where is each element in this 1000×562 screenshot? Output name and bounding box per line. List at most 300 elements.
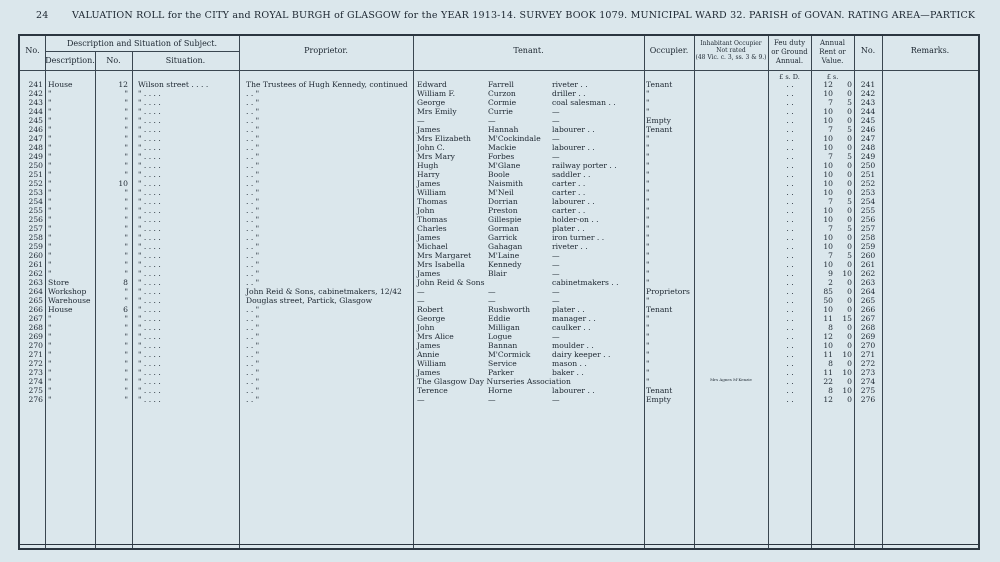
cell-no: 254 xyxy=(28,197,43,206)
cell-proprietor: . . " xyxy=(246,377,260,386)
cell-proprietor: . . " xyxy=(246,107,260,116)
cell-occupier: " xyxy=(646,170,650,179)
cell-description: " xyxy=(48,125,52,134)
cell-tenant-occupation: labourer . . xyxy=(552,125,595,134)
cell-tenant-first-name: John xyxy=(417,206,435,215)
cell-no-right: 269 xyxy=(860,332,876,341)
cell-number: " xyxy=(124,134,128,143)
cell-number: 12 xyxy=(118,80,128,89)
cell-annual-pounds: 10 xyxy=(823,161,833,170)
cell-no-right: 255 xyxy=(860,206,876,215)
cell-annual-shillings: 0 xyxy=(847,242,852,251)
cell-no: 271 xyxy=(28,350,43,359)
cell-description: House xyxy=(48,305,73,314)
col-header-inhabitant-line3: (48 Vic. c. 3, ss. 3 & 9.) xyxy=(695,54,767,61)
cell-no-right: 260 xyxy=(860,251,876,260)
cell-tenant-occupation: plater . . xyxy=(552,224,585,233)
cell-no-right: 262 xyxy=(860,269,876,278)
cell-annual-pounds: 7 xyxy=(828,197,833,206)
table-row xyxy=(20,224,982,233)
cell-tenant-first-name: James xyxy=(417,368,441,377)
cell-occupier: " xyxy=(646,242,650,251)
cell-description: " xyxy=(48,269,52,278)
cell-tenant-first-name: Robert xyxy=(417,305,444,314)
cell-no-right: 261 xyxy=(860,260,876,269)
cell-annual-shillings: 5 xyxy=(847,197,852,206)
cell-situation: " . . . . xyxy=(138,215,161,224)
cell-description: " xyxy=(48,368,52,377)
col-header-no: No. xyxy=(25,46,40,55)
cell-occupier: " xyxy=(646,296,650,305)
cell-tenant-first-name: Mrs Isabella xyxy=(417,260,465,269)
cell-no: 270 xyxy=(28,341,43,350)
cell-annual-pounds: 11 xyxy=(823,314,833,323)
col-header-no-right: No. xyxy=(860,46,876,55)
cell-description: " xyxy=(48,206,52,215)
cell-annual-shillings: 0 xyxy=(847,116,852,125)
cell-no: 260 xyxy=(28,251,43,260)
cell-annual-pounds: 10 xyxy=(823,305,833,314)
cell-description: " xyxy=(48,134,52,143)
cell-occupier: " xyxy=(646,143,650,152)
cell-number: " xyxy=(124,314,128,323)
cell-tenant-occupation: caulker . . xyxy=(552,323,591,332)
cell-situation: " . . . . xyxy=(138,170,161,179)
cell-tenant-first-name: John xyxy=(417,323,435,332)
cell-description: House xyxy=(48,80,73,89)
cell-no: 248 xyxy=(28,143,43,152)
col-header-inhabitant-line2: Not rated xyxy=(716,47,746,54)
cell-tenant-surname: Forbes xyxy=(488,152,515,161)
cell-annual-pounds: 10 xyxy=(823,134,833,143)
cell-tenant-surname: Milligan xyxy=(488,323,520,332)
table-row xyxy=(20,170,982,179)
cell-annual-pounds: 8 xyxy=(828,323,833,332)
cell-number: " xyxy=(124,359,128,368)
cell-proprietor: . . " xyxy=(246,386,260,395)
cell-proprietor: . . " xyxy=(246,350,260,359)
cell-annual-pounds: 12 xyxy=(823,332,833,341)
cell-description: " xyxy=(48,143,52,152)
cell-feu-duty: . . xyxy=(786,287,794,296)
cell-no: 246 xyxy=(28,125,43,134)
cell-annual-pounds: 10 xyxy=(823,260,833,269)
cell-tenant-occupation: — xyxy=(552,251,560,260)
cell-tenant-first-name: Mrs Emily xyxy=(417,107,457,116)
cell-number: " xyxy=(124,395,128,404)
cell-annual-pounds: 10 xyxy=(823,89,833,98)
cell-tenant-occupation: dairy keeper . . xyxy=(552,350,611,359)
table-row xyxy=(20,296,982,305)
cell-tenant-surname: — xyxy=(488,287,496,296)
cell-feu-duty: . . xyxy=(786,368,794,377)
cell-tenant-surname: Gillespie xyxy=(488,215,522,224)
cell-no-right: 249 xyxy=(860,152,876,161)
cell-number: " xyxy=(124,224,128,233)
cell-annual-shillings: 0 xyxy=(847,260,852,269)
cell-number: " xyxy=(124,89,128,98)
cell-annual-pounds: 10 xyxy=(823,215,833,224)
cell-tenant-first-name: Annie xyxy=(417,350,440,359)
cell-situation: " . . . . xyxy=(138,287,161,296)
cell-situation: " . . . . xyxy=(138,98,161,107)
cell-situation: " . . . . xyxy=(138,296,161,305)
cell-tenant-surname: Curzon xyxy=(488,89,516,98)
cell-description: " xyxy=(48,260,52,269)
cell-tenant-surname: M'Cormick xyxy=(488,350,531,359)
cell-tenant-surname: Kennedy xyxy=(488,260,522,269)
table-row xyxy=(20,143,982,152)
cell-no-right: 266 xyxy=(860,305,876,314)
cell-number: " xyxy=(124,143,128,152)
cell-number: " xyxy=(124,206,128,215)
valuation-table xyxy=(18,34,980,550)
table-row xyxy=(20,197,982,206)
cell-number: " xyxy=(124,386,128,395)
cell-tenant-first-name: John C. xyxy=(417,143,445,152)
cell-occupier: " xyxy=(646,278,650,287)
cell-no-right: 244 xyxy=(860,107,876,116)
cell-tenant-first-name: Thomas xyxy=(417,215,448,224)
cell-tenant-first-name: The Glasgow Day Nurseries Association xyxy=(417,377,571,386)
cell-no-right: 246 xyxy=(860,125,876,134)
cell-no: 272 xyxy=(28,359,43,368)
cell-tenant-occupation: carter . . xyxy=(552,188,586,197)
cell-no: 244 xyxy=(28,107,43,116)
cell-annual-pounds: 12 xyxy=(823,80,833,89)
table-row xyxy=(20,233,982,242)
cell-annual-shillings: 0 xyxy=(847,305,852,314)
cell-occupier: " xyxy=(646,314,650,323)
cell-tenant-surname: Gahagan xyxy=(488,242,523,251)
cell-tenant-occupation: carter . . xyxy=(552,206,586,215)
cell-no: 243 xyxy=(28,98,43,107)
cell-proprietor: The Trustees of Hugh Kennedy, continued xyxy=(246,80,408,89)
cell-situation: " . . . . xyxy=(138,152,161,161)
cell-number: " xyxy=(124,233,128,242)
cell-annual-shillings: 5 xyxy=(847,98,852,107)
cell-situation: " . . . . xyxy=(138,359,161,368)
cell-occupier: " xyxy=(646,350,650,359)
cell-tenant-occupation: holder-on . . xyxy=(552,215,599,224)
cell-description: " xyxy=(48,179,52,188)
table-row xyxy=(20,260,982,269)
cell-description: " xyxy=(48,359,52,368)
col-header-situation: Situation. xyxy=(165,56,206,65)
cell-annual-pounds: 85 xyxy=(823,287,833,296)
cell-no: 266 xyxy=(28,305,43,314)
cell-situation: " . . . . xyxy=(138,395,161,404)
col-header-annual-line1: Annual xyxy=(820,39,845,47)
col-header-feu-line2: or Ground xyxy=(771,48,808,56)
table-row xyxy=(20,341,982,350)
cell-annual-shillings: 5 xyxy=(847,152,852,161)
cell-feu-duty: . . xyxy=(786,296,794,305)
cell-number: " xyxy=(124,332,128,341)
cell-occupier: " xyxy=(646,224,650,233)
table-row xyxy=(20,107,982,116)
cell-description: Workshop xyxy=(48,287,87,296)
cell-proprietor: . . " xyxy=(246,233,260,242)
cell-feu-duty: . . xyxy=(786,305,794,314)
cell-tenant-first-name: Charles xyxy=(417,224,447,233)
cell-tenant-surname: — xyxy=(488,395,496,404)
cell-tenant-surname: M'Neil xyxy=(488,188,514,197)
header-rule xyxy=(20,70,978,71)
table-row xyxy=(20,287,982,296)
cell-number: " xyxy=(124,107,128,116)
cell-occupier: " xyxy=(646,188,650,197)
cell-annual-shillings: 0 xyxy=(847,341,852,350)
cell-tenant-occupation: — xyxy=(552,395,560,404)
cell-annual-shillings: 0 xyxy=(847,80,852,89)
cell-feu-duty: . . xyxy=(786,377,794,386)
cell-tenant-surname: Bannan xyxy=(488,341,518,350)
cell-no-right: 247 xyxy=(860,134,876,143)
cell-feu-duty: . . xyxy=(786,80,794,89)
cell-occupier: " xyxy=(646,152,650,161)
table-row xyxy=(20,278,982,287)
cell-proprietor: . . " xyxy=(246,242,260,251)
cell-number: " xyxy=(124,350,128,359)
cell-description: Store xyxy=(48,278,69,287)
cell-description: Warehouse xyxy=(48,296,91,305)
cell-tenant-occupation: — xyxy=(552,116,560,125)
cell-no-right: 243 xyxy=(860,98,876,107)
cell-no: 261 xyxy=(28,260,43,269)
cell-description: " xyxy=(48,152,52,161)
cell-number: 8 xyxy=(123,278,128,287)
cell-proprietor: . . " xyxy=(246,314,260,323)
cell-annual-shillings: 0 xyxy=(847,296,852,305)
table-row xyxy=(20,386,982,395)
table-row xyxy=(20,350,982,359)
cell-annual-shillings: 0 xyxy=(847,395,852,404)
cell-no-right: 271 xyxy=(860,350,876,359)
cell-no-right: 275 xyxy=(860,386,876,395)
cell-situation: " . . . . xyxy=(138,107,161,116)
cell-occupier: " xyxy=(646,368,650,377)
cell-feu-duty: . . xyxy=(786,386,794,395)
cell-occupier: " xyxy=(646,197,650,206)
cell-situation: " . . . . xyxy=(138,197,161,206)
cell-number: " xyxy=(124,341,128,350)
cell-tenant-occupation: — xyxy=(552,296,560,305)
cell-annual-pounds: 50 xyxy=(823,296,833,305)
cell-situation: " . . . . xyxy=(138,278,161,287)
cell-feu-duty: . . xyxy=(786,170,794,179)
cell-occupier: " xyxy=(646,269,650,278)
cell-no: 252 xyxy=(28,179,43,188)
cell-annual-shillings: 0 xyxy=(847,188,852,197)
table-row xyxy=(20,161,982,170)
col-header-remarks: Remarks. xyxy=(910,46,950,55)
cell-situation: " . . . . xyxy=(138,305,161,314)
cell-no: 269 xyxy=(28,332,43,341)
cell-annual-shillings: 10 xyxy=(842,386,852,395)
cell-proprietor: . . " xyxy=(246,278,260,287)
cell-no-right: 272 xyxy=(860,359,876,368)
cell-no-right: 267 xyxy=(860,314,876,323)
cell-situation: " . . . . xyxy=(138,116,161,125)
cell-inhabitant-occupier: Mrs Agnes M'Kenzie xyxy=(710,377,752,382)
cell-tenant-occupation: — xyxy=(552,269,560,278)
cell-tenant-surname: — xyxy=(488,116,496,125)
cell-tenant-first-name: James xyxy=(417,179,441,188)
cell-no-right: 254 xyxy=(860,197,876,206)
cell-no-right: 270 xyxy=(860,341,876,350)
cell-proprietor: . . " xyxy=(246,170,260,179)
cell-occupier: " xyxy=(646,260,650,269)
cell-annual-pounds: 7 xyxy=(828,251,833,260)
cell-annual-pounds: 22 xyxy=(823,377,833,386)
cell-occupier: Proprietors xyxy=(646,287,690,296)
page-title: VALUATION ROLL for the CITY and ROYAL BURGH of GLASGOW for the YEAR 1913-14. SURVEY BOOK 1079. MUNICIPAL WARD 32. PARISH of GOVAN. RATING AREA—PARTICK xyxy=(72,10,976,21)
cell-no-right: 263 xyxy=(860,278,876,287)
cell-no: 255 xyxy=(28,206,43,215)
cell-feu-duty: . . xyxy=(786,107,794,116)
cell-no: 265 xyxy=(28,296,43,305)
cell-annual-shillings: 0 xyxy=(847,161,852,170)
col-header-annual-line2: Rent or xyxy=(819,48,846,56)
cell-feu-duty: . . xyxy=(786,125,794,134)
col-header-feu-line1: Feu duty xyxy=(773,39,806,47)
cell-description: " xyxy=(48,170,52,179)
cell-tenant-occupation: plater . . xyxy=(552,305,585,314)
cell-proprietor: . . " xyxy=(246,332,260,341)
cell-tenant-first-name: Mrs Elizabeth xyxy=(417,134,471,143)
cell-proprietor: . . " xyxy=(246,224,260,233)
col-header-occupier: Occupier. xyxy=(649,46,689,55)
cell-annual-shillings: 0 xyxy=(847,143,852,152)
cell-no: 247 xyxy=(28,134,43,143)
cell-no: 257 xyxy=(28,224,43,233)
cell-situation: " . . . . xyxy=(138,341,161,350)
cell-proprietor: . . " xyxy=(246,98,260,107)
cell-annual-shillings: 0 xyxy=(847,233,852,242)
cell-tenant-occupation: labourer . . xyxy=(552,386,595,395)
cell-number: " xyxy=(124,197,128,206)
cell-tenant-first-name: — xyxy=(417,116,425,125)
cell-number: " xyxy=(124,287,128,296)
cell-annual-pounds: 2 xyxy=(828,278,833,287)
cell-tenant-first-name: Thomas xyxy=(417,197,448,206)
cell-tenant-first-name: James xyxy=(417,341,441,350)
cell-proprietor: . . " xyxy=(246,359,260,368)
cell-occupier: " xyxy=(646,233,650,242)
cell-annual-pounds: 10 xyxy=(823,179,833,188)
cell-annual-pounds: 7 xyxy=(828,125,833,134)
cell-tenant-occupation: labourer . . xyxy=(552,197,595,206)
cell-occupier: " xyxy=(646,89,650,98)
cell-feu-duty: . . xyxy=(786,314,794,323)
cell-occupier: Tenant xyxy=(646,125,673,134)
cell-occupier: " xyxy=(646,134,650,143)
cell-no-right: 253 xyxy=(860,188,876,197)
cell-no-right: 276 xyxy=(860,395,876,404)
cell-tenant-occupation: mason . . xyxy=(552,359,587,368)
cell-feu-duty: . . xyxy=(786,161,794,170)
cell-situation: " . . . . xyxy=(138,206,161,215)
cell-tenant-first-name: Michael xyxy=(417,242,448,251)
cell-occupier: Tenant xyxy=(646,80,673,89)
cell-proprietor: . . " xyxy=(246,305,260,314)
table-row xyxy=(20,368,982,377)
cell-tenant-first-name: Terence xyxy=(417,386,448,395)
cell-annual-shillings: 0 xyxy=(847,206,852,215)
cell-description: " xyxy=(48,323,52,332)
cell-no-right: 256 xyxy=(860,215,876,224)
cell-annual-shillings: 5 xyxy=(847,224,852,233)
cell-tenant-surname: Horne xyxy=(488,386,513,395)
cell-number: 10 xyxy=(118,179,128,188)
cell-no: 268 xyxy=(28,323,43,332)
cell-tenant-occupation: moulder . . xyxy=(552,341,594,350)
table-row xyxy=(20,242,982,251)
cell-no-right: 257 xyxy=(860,224,876,233)
cell-occupier: " xyxy=(646,215,650,224)
cell-tenant-first-name: Harry xyxy=(417,170,440,179)
table-row xyxy=(20,215,982,224)
table-row xyxy=(20,98,982,107)
cell-feu-duty: . . xyxy=(786,215,794,224)
cell-number: " xyxy=(124,260,128,269)
cell-no-right: 251 xyxy=(860,170,876,179)
cell-tenant-occupation: carter . . xyxy=(552,179,586,188)
cell-tenant-surname: M'Cockindale xyxy=(488,134,541,143)
cell-annual-shillings: 5 xyxy=(847,251,852,260)
cell-no-right: 250 xyxy=(860,161,876,170)
cell-tenant-surname: M'Glane xyxy=(488,161,521,170)
table-row xyxy=(20,152,982,161)
cell-annual-shillings: 0 xyxy=(847,89,852,98)
cell-description: " xyxy=(48,233,52,242)
cell-tenant-surname: Naismith xyxy=(488,179,524,188)
table-row xyxy=(20,125,982,134)
cell-no: 258 xyxy=(28,233,43,242)
cell-situation: " . . . . xyxy=(138,332,161,341)
cell-number: " xyxy=(124,368,128,377)
cell-feu-duty: . . xyxy=(786,233,794,242)
cell-situation: " . . . . xyxy=(138,233,161,242)
cell-no-right: 268 xyxy=(860,323,876,332)
cell-feu-duty: . . xyxy=(786,89,794,98)
cell-no: 253 xyxy=(28,188,43,197)
cell-description: " xyxy=(48,89,52,98)
cell-description: " xyxy=(48,215,52,224)
cell-feu-duty: . . xyxy=(786,179,794,188)
cell-occupier: " xyxy=(646,179,650,188)
cell-tenant-surname: Gorman xyxy=(488,224,519,233)
cell-tenant-occupation: manager . . xyxy=(552,314,596,323)
cell-no-right: 273 xyxy=(860,368,876,377)
cell-number: " xyxy=(124,170,128,179)
col-header-description-group: Description and Situation of Subject. xyxy=(66,39,218,48)
cell-tenant-first-name: James xyxy=(417,125,441,134)
cell-annual-shillings: 15 xyxy=(842,314,852,323)
cell-description: " xyxy=(48,251,52,260)
cell-annual-shillings: 0 xyxy=(847,278,852,287)
cell-situation: " . . . . xyxy=(138,224,161,233)
cell-annual-shillings: 0 xyxy=(847,377,852,386)
cell-tenant-occupation: — xyxy=(552,152,560,161)
cell-proprietor: . . " xyxy=(246,134,260,143)
cell-annual-pounds: 10 xyxy=(823,188,833,197)
cell-proprietor: . . " xyxy=(246,179,260,188)
cell-annual-pounds: 10 xyxy=(823,170,833,179)
cell-situation: Wilson street . . . . xyxy=(138,80,209,89)
feu-units: £ s. D. xyxy=(779,73,800,81)
